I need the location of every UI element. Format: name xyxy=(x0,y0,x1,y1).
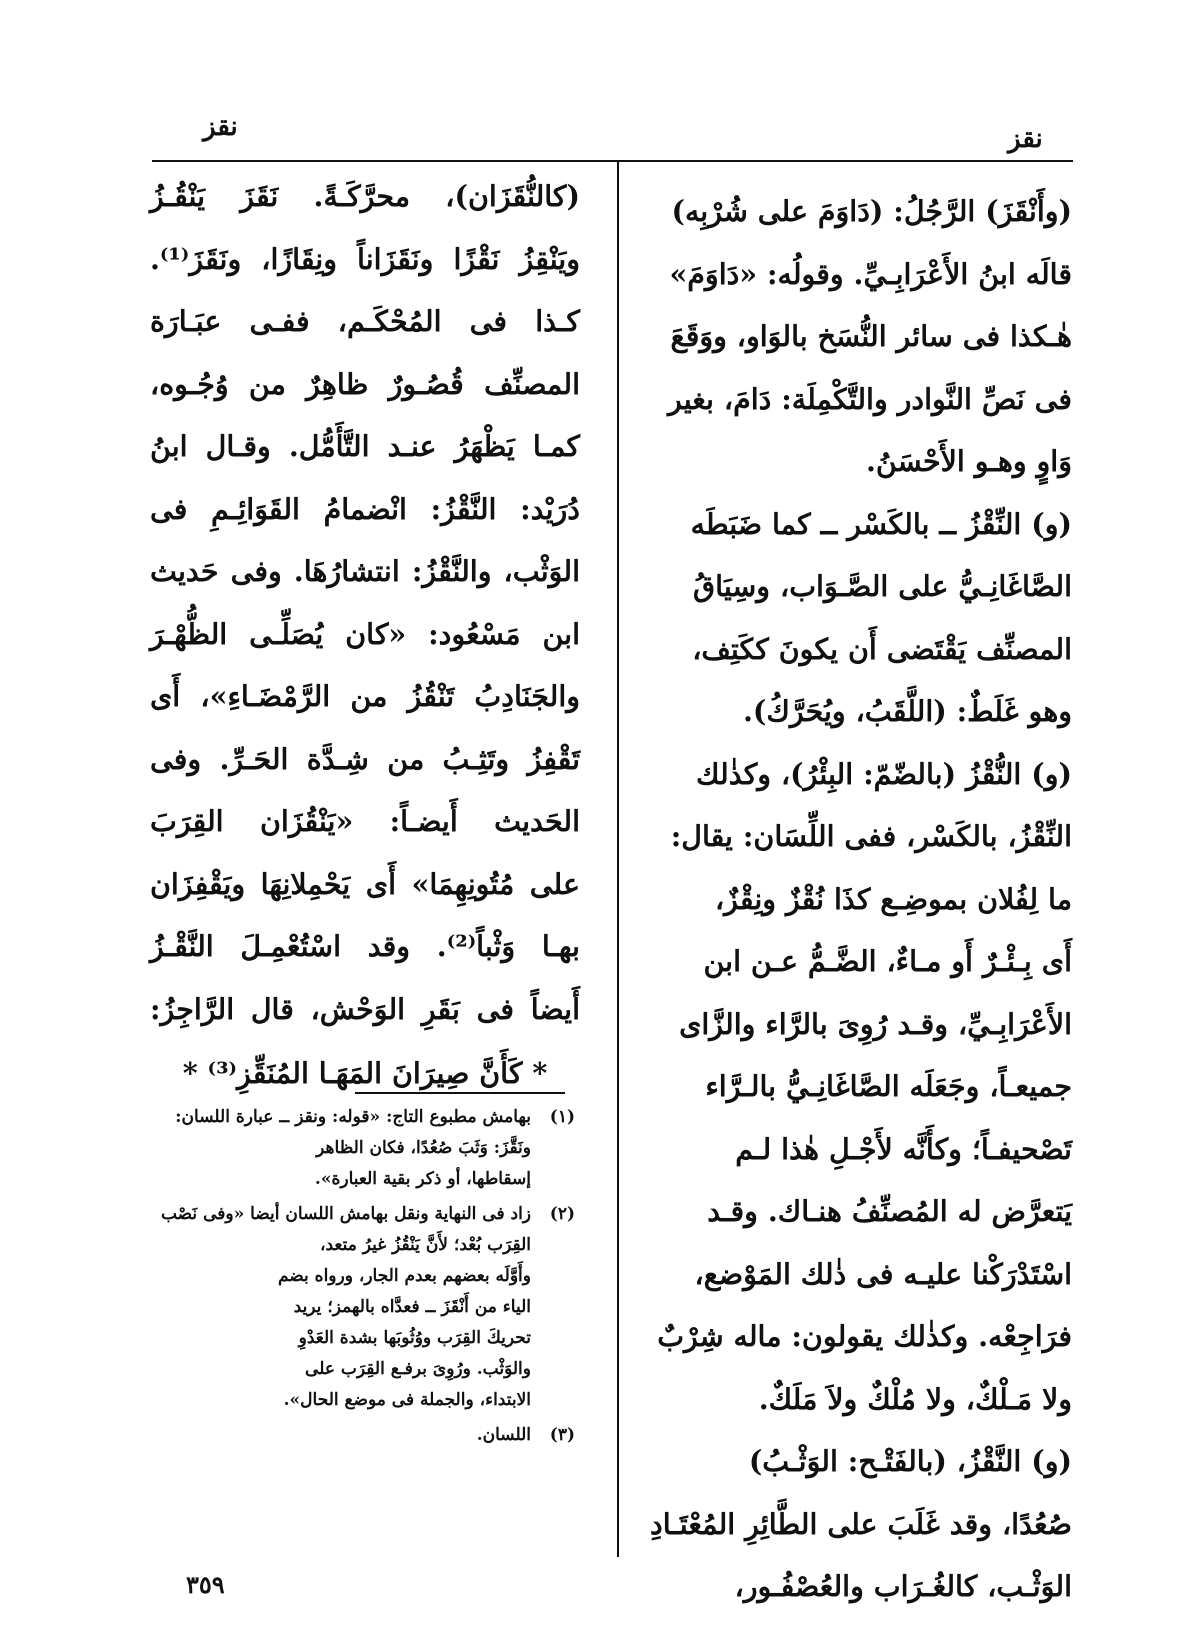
text-line: ويَنْقِزُ نَقْزًا ونَقَزَاناً ونِقَازًا، ونَقَزَ⁽¹⁾. xyxy=(150,241,580,276)
running-header-right: نقز xyxy=(1008,124,1043,154)
footnote xyxy=(140,1420,575,1451)
text-line: والجَنَادِبُ تَنْقُزُ من الرَّمْضَـاءِ»، أَى xyxy=(150,679,580,713)
text-line: جميعـاً، وجَعَلَه الصَّاغَانِـيُّ بالـرَّاء xyxy=(705,1069,1072,1103)
text-line: الأَعْرَابِـيِّ، وقـد رُوِىَ بالرَّاء والزَّاى xyxy=(679,1006,1072,1041)
text-line: تَصْحيفـاً؛ وكأَنَّه لأَجْـلِ هٰذا لـم xyxy=(735,1131,1072,1166)
text-line: فى نَصِّ النَّوادر والتَّكْمِلَة: دَامَ، بغير xyxy=(667,381,1072,416)
text-line: الحَديث أَيضـاً: «يَنْقُزَان القِرَبَ xyxy=(150,804,580,838)
left-column xyxy=(150,165,580,1105)
footnote-line: تحريكَ القِرَب ووُثُوبَها بشدة العَدْوِ xyxy=(298,1328,531,1348)
text-line: اسْتَدْرَكْنا عليـه فى ذٰلك المَوْضع، xyxy=(694,1256,1072,1291)
text-line: ابن مَسْعُود: «كان يُصَلِّـى الظُّهْـرَ xyxy=(150,616,580,651)
verse-line: * كَأَنَّ صِيرَانَ المَهَـا المُنَقِّزِ⁽³⁾ * xyxy=(182,1056,548,1090)
text-line: أَيضاً فى بَقَرِ الوَحْش، قال الرَّاجِزُ: xyxy=(150,991,580,1026)
text-line: الوَثْـب، كالغُـرَاب والعُصْفُـور، xyxy=(734,1569,1072,1603)
text-line: بهـا وَثْباً⁽²⁾. وقد اسْتُعْمِـلَ النَّقْـزُ xyxy=(150,929,580,963)
text-line: (و) النِّقْزُ ــ بالكَسْر ــ كما ضَبَطَه xyxy=(690,506,1072,541)
footnote-text xyxy=(140,1102,531,1195)
footnote-number: (١) xyxy=(549,1107,575,1127)
text-line: (و) النُّقْزُ (بالضّمّ: البِئْرُ)، وكذٰلك xyxy=(696,756,1072,791)
header-rule xyxy=(152,160,1073,162)
text-line: هٰـكذا فى سائر النُّسَخ بالوَاو، ووَقَعَ xyxy=(670,319,1072,353)
text-line: ولا مَـلْكٌ، ولا مُلْكٌ ولاَ مَلَكٌ. xyxy=(758,1381,1072,1416)
right-column xyxy=(640,180,1072,1618)
footnote-number: (٣) xyxy=(549,1425,575,1445)
footnote-line: بهامش مطبوع التاج: «قوله: ونقز ــ عبارة اللسان: xyxy=(175,1107,531,1127)
column-divider xyxy=(617,162,619,1557)
footnote-line: اللسان. xyxy=(476,1425,531,1445)
page-number: ٣٥٩ xyxy=(186,1570,225,1599)
text-line: يَتعرَّض له المُصنِّفُ هنـاك. وقـد xyxy=(707,1194,1072,1228)
text-line: (و) النَّقْزُ، (بالفَتْـح: الوَثْـبُ) xyxy=(748,1444,1072,1478)
footnote xyxy=(140,1102,575,1195)
footnote-line: القِرَب بُعْد؛ لأَنَّ يَنْقُزُ غيرُ متعد، xyxy=(319,1235,531,1255)
text-line: (وأَنْقَزَ) الرَّجُلُ: (دَاوَمَ على شُرْبِه) xyxy=(671,194,1072,228)
footnote-line: زاد فى النهاية ونقل بهامش اللسان أيضا «وفى نَصْب xyxy=(160,1204,531,1224)
text-line: على مُتُونِهِمَا» أَى يَحْمِلانِهَا ويَقْفِزَان xyxy=(150,866,580,901)
text-line: وهو غَلَطٌ: (اللَّقَبُ، ويُحَرَّكُ). xyxy=(742,694,1072,728)
text-line: (كالنُّقَزَان)، محرَّكَـةً. نَقَزَ يَنْقُـزُ xyxy=(150,179,580,213)
text-line: ما لِفُلان بموضِـع كذَا نُقْزٌ ونِقْزٌ، xyxy=(714,881,1072,916)
footnote-text xyxy=(140,1420,531,1451)
footnote-text xyxy=(140,1199,531,1416)
running-header-left: نقز xyxy=(203,112,238,142)
text-line: أَى بِـئْـرٌ أَو مـاءٌ، الضَّـمُّ عـن ابن xyxy=(703,944,1072,978)
text-line: الصَّاغَانِـيُّ على الصَّـوَاب، وسِيَاقُ xyxy=(693,569,1072,603)
text-line: كـذا فى المُحْكَـم، ففـى عبَـارَة xyxy=(150,304,580,338)
footnote-line: الياء من أَنْقَزَ ــ فعدَّاه بالهمز؛ يريد xyxy=(293,1297,531,1317)
text-line: الوَثْب، والنَّقْزُ: انتشارُهَا. وفى حَديث xyxy=(150,554,580,588)
footnote-line: إسقاطها، أو ذكر بقية العبارة». xyxy=(314,1169,531,1189)
footnote xyxy=(140,1199,575,1416)
text-line: وَاوٍ وهـو الأَحْسَنُ. xyxy=(866,444,1072,478)
text-line: النِّقْزُ، بالكَسْر، ففى اللِّسَان: يقال: xyxy=(670,819,1072,853)
footnote-line: الابتداء، والجملة فى موضع الحال». xyxy=(283,1390,531,1410)
footnotes xyxy=(140,1102,575,1455)
text-line: كمـا يَظْهَرُ عنـد التَّأَمُّل. وقـال ابنُ xyxy=(150,429,580,463)
text-line: المصنِّف قُصُـورٌ ظاهِرٌ من وُجُـوه، xyxy=(150,366,580,401)
footnote-line: والوَثْب. ورُوِىَ برفـع القِرَب على xyxy=(305,1359,531,1379)
text-line: المصنِّف يَقْتَضى أَن يكونَ ككَتِف، xyxy=(692,631,1072,666)
text-line: قالَه ابنُ الأَعْرَابِـيِّ. وقولُه: «دَاوَمَ» xyxy=(669,256,1072,291)
footnote-line: ونَقَّزَ: وَثَبَ صُعُدًا، فكان الظاهر xyxy=(316,1138,531,1158)
text-line: صُعُدًا، وقد غَلَبَ على الطَّائِرِ المُعْتَـادِ xyxy=(650,1506,1072,1541)
footnote-rule xyxy=(355,1092,565,1094)
text-line: فرَاجِعْه. وكذٰلك يقولون: ماله شِرْبٌ xyxy=(657,1319,1072,1353)
footnote-line: وأَوَّلَه بعضهم بعدم الجار، ورواه بضم xyxy=(277,1266,531,1286)
text-line: تَقْفِزُ وتَثِـبُ من شِـدَّة الحَـرِّ. وفى xyxy=(150,741,580,776)
text-line: دُرَيْد: النَّقْزُ: انْضمامُ القَوَائِـمِ فى xyxy=(150,491,580,526)
footnote-number: (٢) xyxy=(549,1204,575,1224)
